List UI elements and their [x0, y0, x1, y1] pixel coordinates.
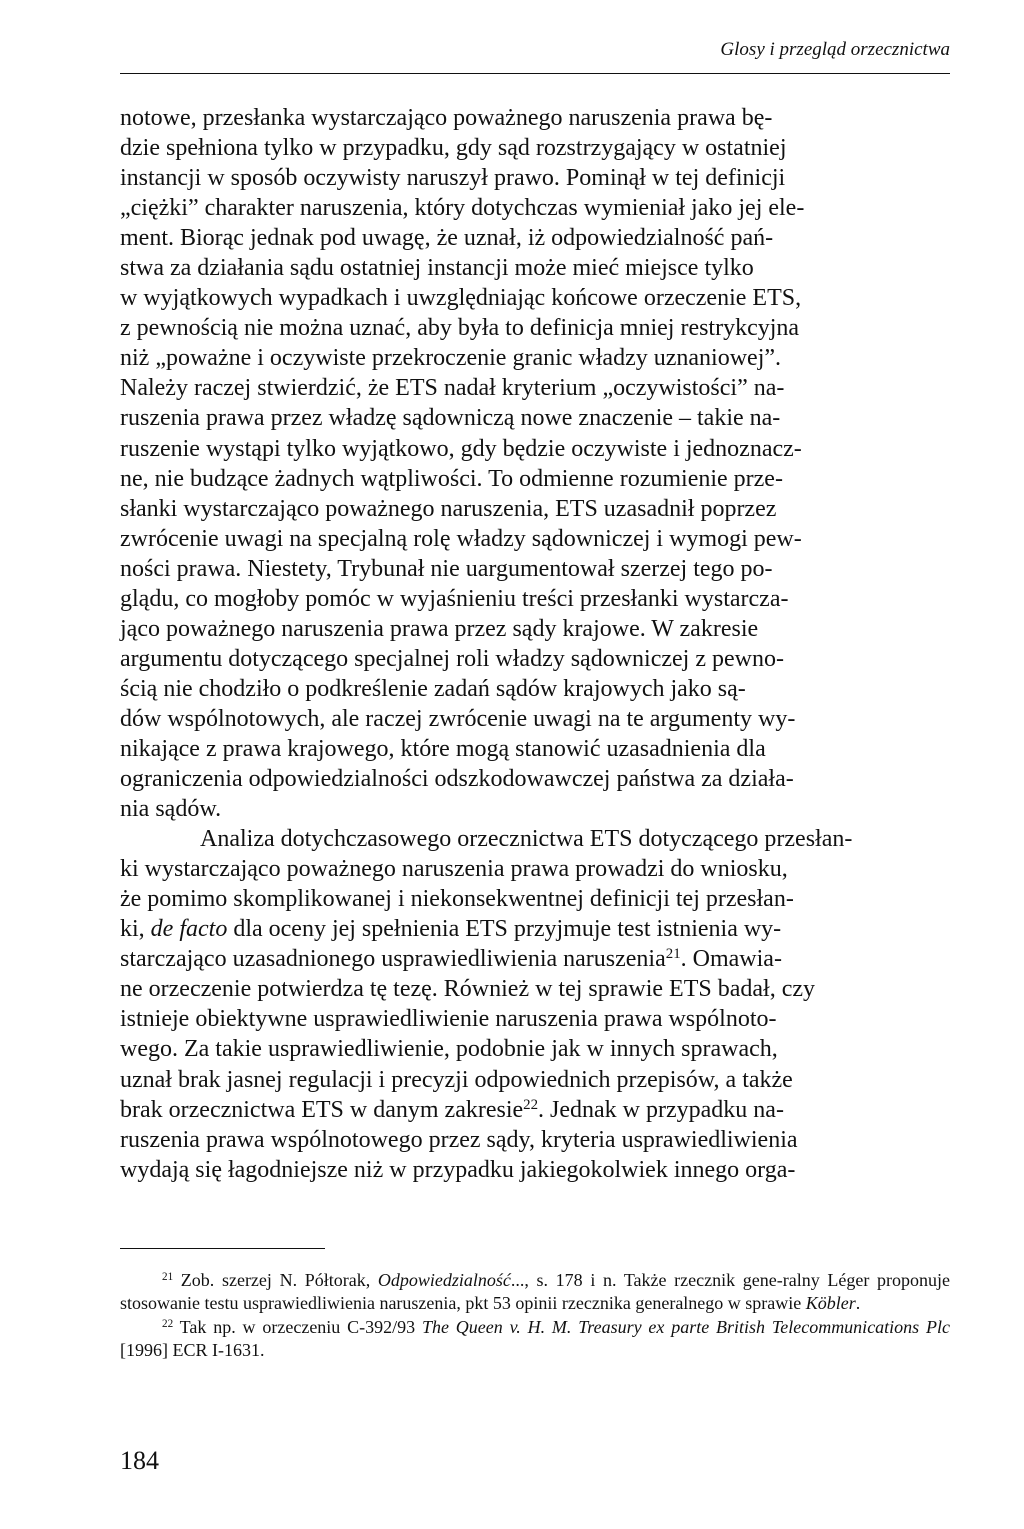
p2-line: że pomimo skomplikowanej i niekonsekwentnej definicji tej przesłan- — [120, 886, 794, 913]
p1-line: z pewnością nie można uznać, aby była to definicja mniej restrykcyjna — [120, 315, 800, 342]
main-text — [120, 103, 950, 1185]
case-name: Köbler — [805, 1292, 856, 1313]
p1-line: ograniczenia odpowiedzialności odszkodowawczej państwa za działa- — [120, 766, 794, 793]
p1-line: nikające z prawa krajowego, które mogą stanowić uzasadnienia dla — [120, 735, 766, 762]
p1-line: ruszenie wystąpi tylko wyjątkowo, gdy będzie oczywiste i jednoznacz- — [120, 435, 802, 462]
footnote-text: Zob. szerzej N. Półtorak, — [173, 1270, 378, 1290]
p2-line: ki, — [120, 916, 151, 943]
footnotes — [120, 1269, 950, 1361]
footnote-text: ..., s. 178 i n. Także rzecznik gene-ralny Léger proponuje stosowanie testu usprawiedliwienia naruszenia, pkt 53 opinii rzecznika generalnego w sprawie — [120, 1270, 950, 1313]
p1-line: ścią nie chodziło o podkreślenie zadań sądów krajowych jako są- — [120, 675, 746, 702]
p2-line: ruszenia prawa wspólnotowego przez sądy, kryteria usprawiedliwienia — [120, 1126, 798, 1153]
p2-line: . Jednak w przypadku na- — [538, 1096, 784, 1123]
p1-line: argumentu dotyczącego specjalnej roli władzy sądowniczej z pewno- — [120, 645, 784, 672]
p1-line: notowe, przesłanka wystarczająco poważnego naruszenia prawa bę- — [120, 105, 773, 131]
footnote-22 — [120, 1316, 950, 1361]
p2-line: wego. Za takie usprawiedliwienie, podobnie jak w innych sprawach, — [120, 1036, 778, 1063]
p1-line: „ciężki” charakter naruszenia, który dotychczas wymieniał jako jej ele- — [120, 195, 805, 222]
footnote-text: [1996] ECR I-1631. — [120, 1339, 265, 1360]
p2-line: ne orzeczenie potwierdza tę tezę. Również w tej sprawie ETS badał, czy — [120, 976, 816, 1003]
cited-title: Odpowiedzialność — [377, 1270, 511, 1290]
p2-line: dla oceny jej spełnienia ETS przyjmuje test istnienia wy- — [227, 916, 782, 943]
footnote-ref-22[interactable]: 22 — [523, 1096, 539, 1113]
case-name: The Queen v. H. M. Treasury ex parte British Telecommunications Plc — [421, 1317, 950, 1337]
p2-line: ki wystarczająco poważnego naruszenia prawa prowadzi do wniosku, — [120, 856, 788, 883]
p2-line: starczająco uzasadnionego usprawiedliwienia naruszenia — [120, 946, 666, 973]
p2-line: . Omawia- — [680, 946, 782, 973]
paragraph-1 — [120, 103, 950, 824]
page-number: 184 — [120, 1446, 159, 1475]
p1-line: ne, nie budzące żadnych wątpliwości. To odmienne rozumienie prze- — [120, 465, 783, 492]
p1-line: słanki wystarczająco poważnego naruszenia, ETS uzasadnił poprzez — [120, 495, 777, 522]
footnote-text: Tak np. w orzeczeniu C-392/93 — [173, 1317, 422, 1337]
p1-line: glądu, co mogłoby pomóc w wyjaśnieniu treści przesłanki wystarcza- — [120, 585, 789, 612]
p1-line: w wyjątkowych wypadkach i uwzględniając końcowe orzeczenie ETS, — [120, 285, 802, 312]
footnote-text: . — [855, 1292, 861, 1313]
p2-line: wydają się łagodniejsze niż w przypadku jakiegokolwiek innego orga- — [120, 1156, 796, 1183]
paragraph-1-last-line: nia sądów. — [120, 796, 222, 823]
p1-line: instancji w sposób oczywisty naruszył prawo. Pominął w tej definicji — [120, 165, 786, 192]
p2-line: Analiza dotychczasowego orzecznictwa ETS dotyczącego przesłan- — [200, 826, 853, 853]
p1-line: ności prawa. Niestety, Trybunał nie uargumentował szerzej tego po- — [120, 555, 773, 582]
footnote-21 — [120, 1269, 950, 1314]
p1-line: dów wspólnotowych, ale raczej zwrócenie uwagi na te argumenty wy- — [120, 705, 796, 732]
p1-line: zwrócenie uwagi na specjalną rolę władzy sądowniczej i wymogi pew- — [120, 525, 802, 552]
footnote-number-22: 22 — [162, 1317, 174, 1330]
p1-line: stwa za działania sądu ostatniej instancji może mieć miejsce tylko — [120, 255, 754, 282]
paragraph-1-lines — [120, 105, 804, 792]
running-header: Glosy i przegląd orzecznictwa — [720, 39, 950, 60]
p2-line: istnieje obiektywne usprawiedliwienie naruszenia prawa wspólnoto- — [120, 1006, 777, 1033]
p2-line: uznał brak jasnej regulacji i precyzji odpowiednich przepisów, a także — [120, 1066, 793, 1093]
p1-line: ment. Biorąc jednak pod uwagę, że uznał, iż odpowiedzialność pań- — [120, 225, 774, 252]
p1-line: ruszenia prawa przez władzę sądowniczą nowe znaczenie – takie na- — [120, 405, 781, 432]
footnote-ref-21[interactable]: 21 — [665, 946, 681, 963]
p1-line: jąco poważnego naruszenia prawa przez sądy krajowe. W zakresie — [120, 615, 759, 642]
paragraph-2 — [120, 824, 950, 1185]
p1-line: dzie spełniona tylko w przypadku, gdy sąd rozstrzygający w ostatniej — [120, 135, 787, 162]
p1-line: niż „poważne i oczywiste przekroczenie granic władzy uznaniowej”. — [120, 345, 782, 372]
p1-line: Należy raczej stwierdzić, że ETS nadał kryterium „oczywistości” na- — [120, 375, 785, 402]
p2-line: brak orzecznictwa ETS w danym zakresie — [120, 1096, 524, 1123]
footnote-number-21: 21 — [162, 1270, 174, 1283]
latin-term: de facto — [150, 916, 228, 943]
header-rule — [120, 73, 950, 74]
footnote-rule — [120, 1248, 325, 1249]
